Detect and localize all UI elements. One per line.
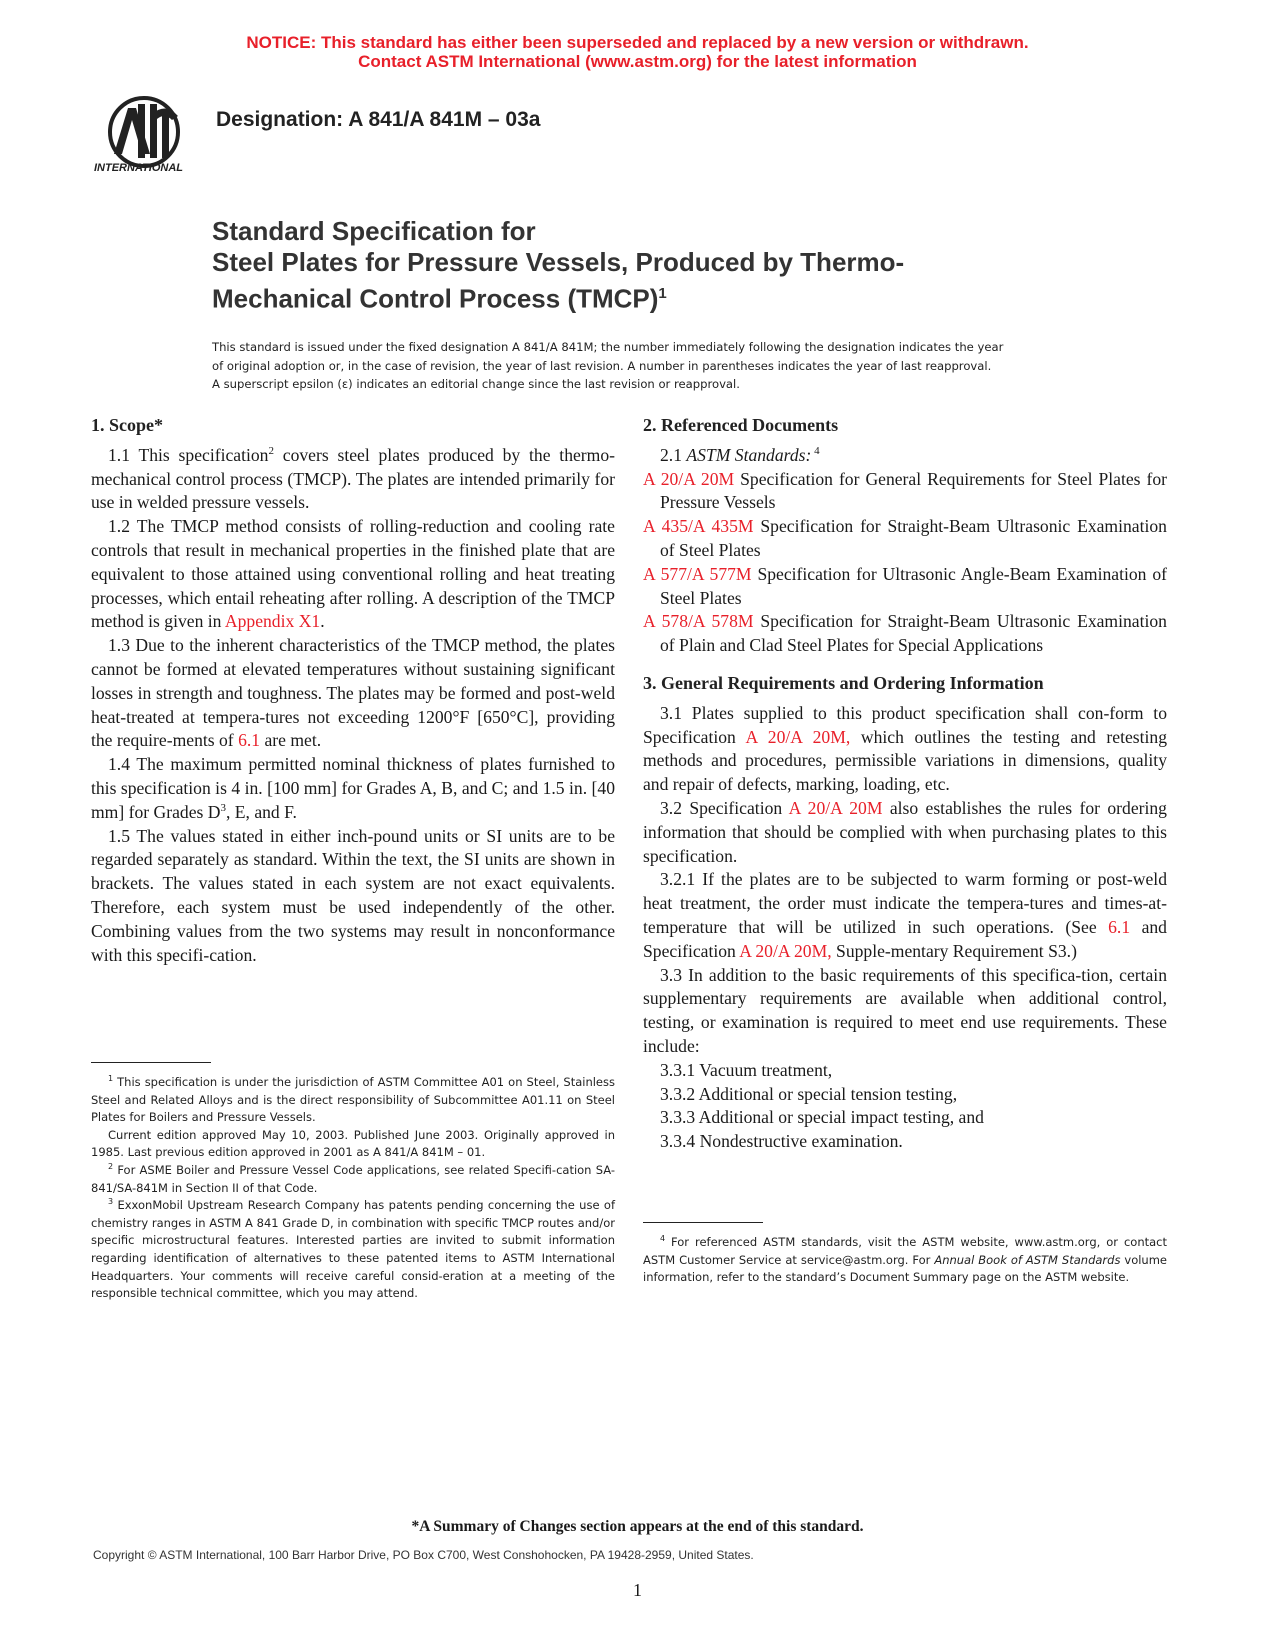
footnote-divider-right	[643, 1222, 763, 1223]
footnotes-left	[91, 1074, 615, 1303]
astm-logo-icon	[92, 94, 196, 184]
title-footnote-mark: 1	[658, 285, 667, 302]
section-6-1-link[interactable]: 6.1	[1108, 916, 1131, 937]
intro-line-3: A superscript epsilon (ε) indicates an editorial change since the last revision or reapproval.	[212, 377, 740, 391]
list-item: 3.3.2 Additional or special tension testing,	[660, 1083, 958, 1104]
page-title	[212, 216, 1012, 315]
right-column	[643, 414, 1167, 1154]
intro-line-1: This standard is issued under the fixed designation A 841/A 841M; the number immediately following the designation indicates the year	[212, 340, 1004, 354]
general-3-2-1: 3.2.1 If the plates are to be subjected to warm forming or post-weld heat treatment, the order must indicate the tempera-tures and times-at-temperature that will be utilized in such operations. (See 6.1 and Specification A 20/A 20M, Supple-mentary Requirement S3.)	[643, 869, 1167, 961]
list-item: 3.3.1 Vacuum treatment,	[660, 1059, 833, 1080]
title-line-2: Steel Plates for Pressure Vessels, Produced by Thermo-	[212, 247, 905, 277]
ref-item: A 578/A 578M Specification for Straight-Beam Ultrasonic Examination of Plain and Clad Steel Plates for Special Applications	[643, 611, 1167, 656]
title-line-1: Standard Specification for	[212, 216, 536, 246]
general-heading: 3. General Requirements and Ordering Information	[643, 672, 1044, 693]
footnote-4: $^4$ For referenced ASTM standards, visit the ASTM website, www.astm.org, or contact ASTM Customer Service at service@astm.org. For Annual Book of ASTM Standards volume information, refer to the standard’s Document Summary page on the ASTM website.	[643, 1234, 1167, 1285]
appendix-x1-link[interactable]: Appendix X1	[224, 611, 321, 632]
ref-a577-link[interactable]: A 577/A 577M	[643, 563, 752, 584]
logo-text: INTERNATIONAL	[94, 162, 184, 174]
copyright: Copyright © ASTM International, 100 Barr Harbor Drive, PO Box C700, West Conshohocken, PA 19428-2959, United States.	[93, 1548, 754, 1562]
intro-line-2: of original adoption or, in the case of revision, the year of last revision. A number in parentheses indicates the year of last reapproval.	[212, 358, 992, 373]
ref-a578-link[interactable]: A 578/A 578M	[643, 611, 754, 632]
scope-1-2: 1.2 The TMCP method consists of rolling-reduction and cooling rate controls that result in mechanical properties in the finished plate that are equivalent to those attained using conventional rolling and heat treating processes, which entail reheating after rolling. A description of the TMCP method is given in Appendix X1.	[91, 516, 615, 632]
footnote-2: $^2$ For ASME Boiler and Pressure Vessel Code applications, see related Specifi-cation SA-841/SA-841M in Section II of that Code.	[91, 1162, 615, 1195]
ref-item: A 435/A 435M Specification for Straight-Beam Ultrasonic Examination of Steel Plates	[643, 516, 1167, 560]
section-6-1-link[interactable]: 6.1	[238, 730, 261, 751]
footnote-1: $^1$ This specification is under the jurisdiction of ASTM Committee A01 on Steel, Stainless Steel and Related Alloys and is the direct responsibility of Subcommittee A01.11 on Steel Plates for Boilers and Pressure Vessels.	[91, 1074, 615, 1125]
ref-item: A 577/A 577M Specification for Ultrasonic Angle-Beam Examination of Steel Plates	[643, 563, 1167, 608]
refdocs-heading: 2. Referenced Documents	[643, 415, 839, 435]
a20-link[interactable]: A 20/A 20M,	[745, 726, 851, 747]
designation: Designation: A 841/A 841M – 03a	[216, 108, 541, 131]
intro-note	[212, 338, 1062, 394]
a20-link[interactable]: A 20/A 20M,	[739, 940, 832, 961]
footnote-3: $^3$ ExxonMobil Upstream Research Company has patents pending concerning the use of chemistry ranges in ASTM A 841 Grade D, in combination with specific TMCP routes and/or specific microstructural features. Interested parties are invited to submit information regarding identification of alternatives to these patented items to ASTM International Headquarters. Your comments will receive careful consid-eration at a meeting of the responsible technical committee, which you may attend.	[91, 1197, 615, 1301]
a20-link[interactable]: A 20/A 20M	[788, 797, 883, 818]
notice-line-1: NOTICE: This standard has either been superseded and replaced by a new version or withdrawn.	[246, 33, 1029, 52]
footnote-1-edition: Current edition approved May 10, 2003. Published June 2003. Originally approved in 1985. Last previous edition approved in 2001 as A 841/A 841M – 01.	[91, 1127, 615, 1160]
ref-a20-link[interactable]: A 20/A 20M	[643, 468, 735, 489]
general-3-2: 3.2 Specification A 20/A 20M also establishes the rules for ordering information that should be complied with when purchasing plates to this specification.	[643, 797, 1167, 866]
page-number: 1	[633, 1580, 642, 1600]
refdocs-2-1: 2.1 ASTM Standards: $^4$	[660, 444, 820, 465]
ref-item: A 20/A 20M Specification for General Requirements for Steel Plates for Pressure Vessels	[643, 468, 1167, 513]
scope-1-5: 1.5 The values stated in either inch-pound units or SI units are to be regarded separately as standard. Within the text, the SI units are shown in brackets. The values stated in each system are not exact equivalents. Therefore, each system must be used independently of the other. Combining values from the two systems may result in nonconformance with this specifi-cation.	[91, 825, 615, 965]
scope-heading: 1. Scope*	[91, 415, 163, 435]
notice-line-2: Contact ASTM International (www.astm.org) for the latest information	[358, 52, 917, 71]
summary-note: *A Summary of Changes section appears at the end of this standard.	[411, 1518, 864, 1535]
general-3-1: 3.1 Plates supplied to this product specification shall con-form to Specification A 20/A 20M, which outlines the testing and retesting methods and procedures, permissible variations in dimensions, quality and repair of defects, marking, loading, etc.	[643, 702, 1167, 795]
scope-1-1: 1.1 This specification$^2$ covers steel plates produced by the thermo-mechanical control process (TMCP). The plates are intended primarily for use in welded pressure vessels.	[91, 444, 615, 513]
list-item: 3.3.4 Nondestructive examination.	[660, 1131, 903, 1152]
title-line-3: Mechanical Control Process (TMCP)$^1$	[212, 283, 667, 314]
footnote-divider-left	[91, 1062, 211, 1063]
scope-section	[91, 414, 615, 967]
general-3-3: 3.3 In addition to the basic requirements of this specifica-tion, certain supplementary requirements are available when additional control, testing, or examination is required to meet end use requirements. These include:	[643, 964, 1167, 1056]
scope-1-3: 1.3 Due to the inherent characteristics of the TMCP method, the plates cannot be formed at elevated temperatures without sustaining significant losses in strength and toughness. The plates may be formed and post-weld heat-treated at tempera-tures not exceeding 1200°F [650°C], providing the require-ments of 6.1 are met.	[91, 635, 615, 751]
ref-a435-link[interactable]: A 435/A 435M	[643, 516, 754, 537]
scope-1-4: 1.4 The maximum permitted nominal thickness of plates furnished to this specification is 4 in. [100 mm] for Grades A, B, and C; and 1.5 in. [40 mm] for Grades $D^3$, E, and F.	[91, 754, 615, 822]
list-item: 3.3.3 Additional or special impact testing, and	[660, 1107, 984, 1128]
